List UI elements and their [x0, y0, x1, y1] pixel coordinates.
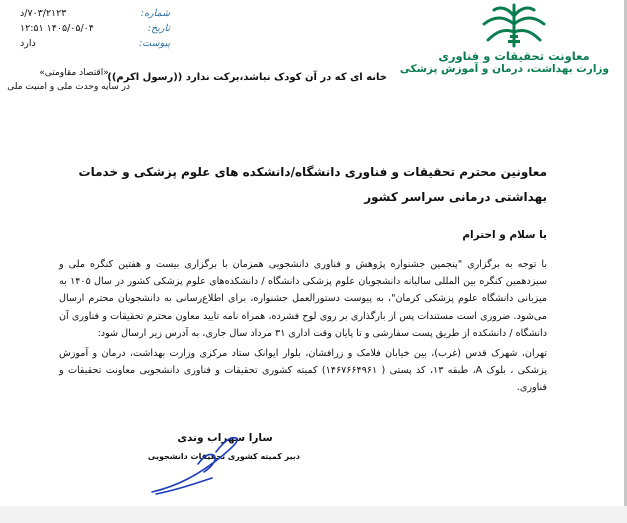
signature-block	[147, 432, 300, 461]
letter-body	[59, 256, 547, 397]
tree-logo-icon	[474, 2, 554, 48]
letter-meta	[20, 8, 170, 53]
org-name-line2: وزارت بهداشت، درمان و آموزش پزشکی	[399, 63, 609, 75]
signer-title: دبیر کمیته کشوری تحقیقات دانشجویی	[147, 452, 300, 461]
org-name-line1: معاونت تحقیقات و فناوری	[438, 49, 590, 63]
letter-recipient: معاونین محترم تحقیقات و فناوری دانشگاه/دانشکده های علوم پزشکی و خدمات بهداشتی درمانی سراسر کشور	[78, 165, 547, 204]
attachment-value: دارد	[20, 38, 36, 49]
body-paragraph-1: با توجه به برگزاری "پنجمین جشنواره پژوهش و فناوری دانشجویی همزمان با برگزاری بیست و هفتین کنگره ملی و سیزدهمین کنگره بین المللی سالیانه دانشجویان علوم پزشکی دانشگاه / دانشکده‌های علوم پزشکی کشور در سال ۱۴۰۵ به میزبانی دانشگاه علوم پزشکی کرمان"، به پیوست دستورالعمل جشنواره، برای اطلاع‌رسانی به دانشجویان محترم ارسال می‌شود. ضروری است مستندات پس از بارگذاری بر روی لوح فشرده، همراه نامه تایید معاون محترم تحقیقات و فناوری آن دانشگاه / دانشکده از طریق پست سفارشی و تا پایان وقت اداری ۳۱ مرداد سال جاری، به آدرس زیر ارسال شود:	[59, 259, 547, 339]
number-value: ۷۰۳/۲۱۲۳/د	[20, 8, 67, 19]
meta-attachment-row	[20, 38, 170, 53]
slogan-line1: «اقتصاد مقاومتی»	[39, 68, 109, 78]
ministry-logo	[399, 2, 609, 75]
signer-name: سارا سهراب وندی	[177, 432, 273, 444]
letter-slogan	[7, 66, 130, 94]
date-value: ۱۴۰۵/۰۵/۰۴ ۱۲:۵۱	[20, 23, 94, 34]
number-label: شماره:	[140, 8, 170, 19]
date-label: تاریخ:	[147, 23, 170, 34]
meta-number-row	[20, 8, 170, 23]
letter-greeting: با سلام و احترام	[462, 229, 547, 241]
meta-date-row	[20, 23, 170, 38]
page-bottom-strip	[0, 506, 627, 523]
body-paragraph-2: تهران، شهرک قدس (غرب)، بین خیابان فلامک و زرافشان، بلوار ایوانک ستاد مرکزی وزارت بهداشت، درمان و آموزش پزشکی ، بلوک A، طبقه ۱۳، کد پستی ( ۱۴۶۷۶۶۴۹۶۱) کمیته کشوری تحقیقات و فناوری دانشجویی معاونت تحقیقات و فناوری.	[59, 348, 547, 394]
attachment-label: پیوست:	[139, 38, 170, 49]
slogan-line2: در سایه وحدت ملی و امنیت ملی	[7, 82, 130, 92]
letter-motto: خانه ای که در آن کودک نباشد،برکت ندارد ((رسول اکرم))	[107, 72, 387, 83]
signature-scribble-icon	[138, 434, 248, 498]
